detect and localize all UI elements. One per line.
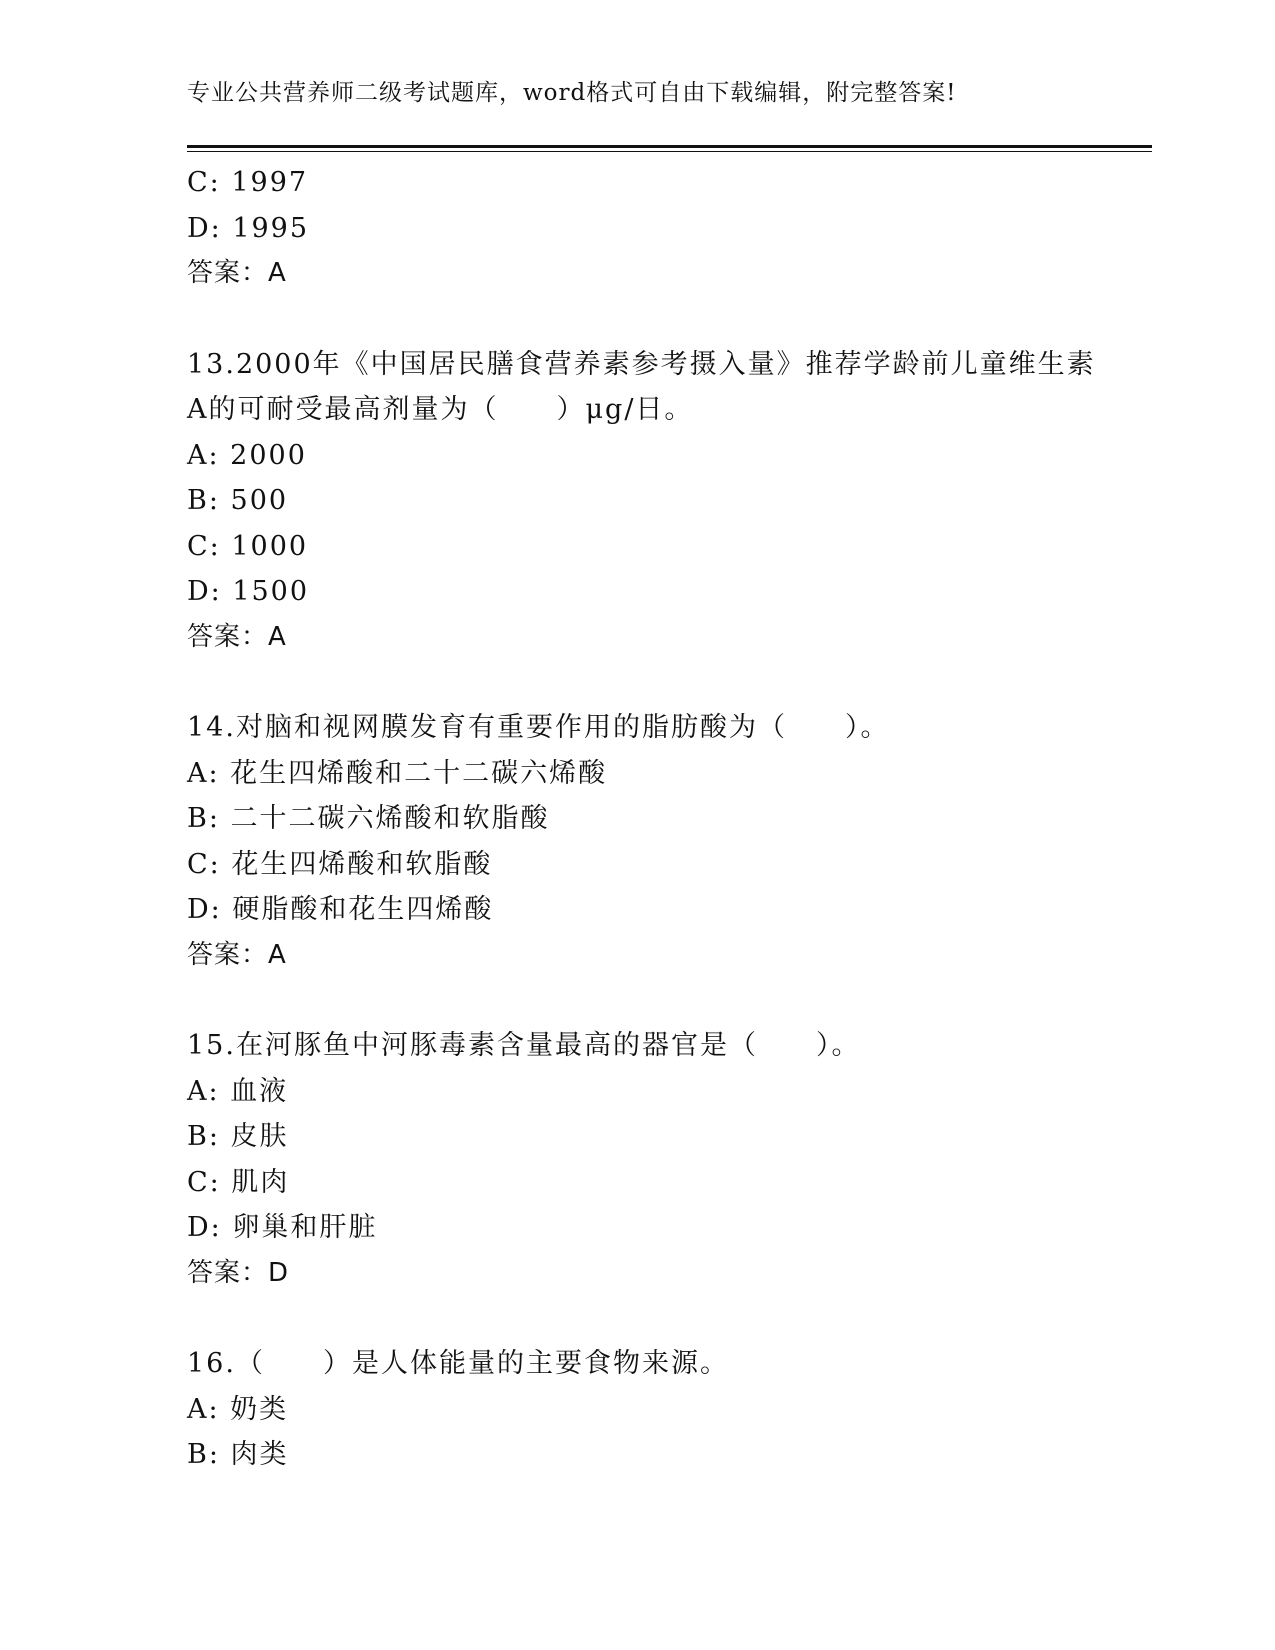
question-14 — [187, 705, 1152, 978]
option-b: B: 皮肤 — [187, 1121, 289, 1152]
question-stem: 16.（ ）是人体能量的主要食物来源。 — [187, 1348, 729, 1379]
question-16 — [187, 1341, 1152, 1478]
answer: 答案：A — [187, 939, 287, 970]
option-c: C: 1997 — [187, 167, 309, 198]
prev-question-tail — [187, 160, 1152, 297]
option-d: D: 1500 — [187, 576, 310, 607]
option-c: C: 肌肉 — [187, 1166, 290, 1198]
option-c: C: 1000 — [187, 530, 309, 562]
option-d: D: 卵巢和肝脏 — [187, 1212, 378, 1243]
option-a: A: 2000 — [187, 439, 307, 471]
answer: 答案：D — [187, 1257, 290, 1288]
option-a: A: 奶类 — [187, 1393, 289, 1425]
question-stem: A的可耐受最高剂量为（ ）μg/日。 — [187, 394, 694, 425]
option-d: D: 1995 — [187, 212, 310, 244]
question-stem: 13.2000年《中国居民膳食营养素参考摄入量》推荐学龄前儿童维生素 — [187, 348, 1096, 380]
page-header: 专业公共营养师二级考试题库，word格式可自由下载编辑，附完整答案! — [187, 80, 957, 106]
header-rule-thin — [187, 151, 1152, 152]
question-13 — [187, 342, 1152, 661]
question-15 — [187, 1023, 1152, 1296]
option-a: A: 血液 — [187, 1075, 289, 1107]
header-rule — [187, 145, 1152, 148]
answer: 答案：A — [187, 258, 287, 288]
option-a: A: 花生四烯酸和二十二碳六烯酸 — [187, 757, 608, 789]
option-d: D: 硬脂酸和花生四烯酸 — [187, 894, 494, 925]
option-b: B: 二十二碳六烯酸和软脂酸 — [187, 803, 550, 834]
option-b: B: 肉类 — [187, 1439, 289, 1470]
option-b: B: 500 — [187, 485, 289, 516]
option-c: C: 花生四烯酸和软脂酸 — [187, 848, 493, 880]
question-stem: 15.在河豚鱼中河豚毒素含量最高的器官是（ ）。 — [187, 1030, 861, 1061]
question-content — [187, 160, 1152, 1478]
question-stem: 14.对脑和视网膜发育有重要作用的脂肪酸为（ ）。 — [187, 712, 890, 743]
answer: 答案：A — [187, 621, 287, 652]
